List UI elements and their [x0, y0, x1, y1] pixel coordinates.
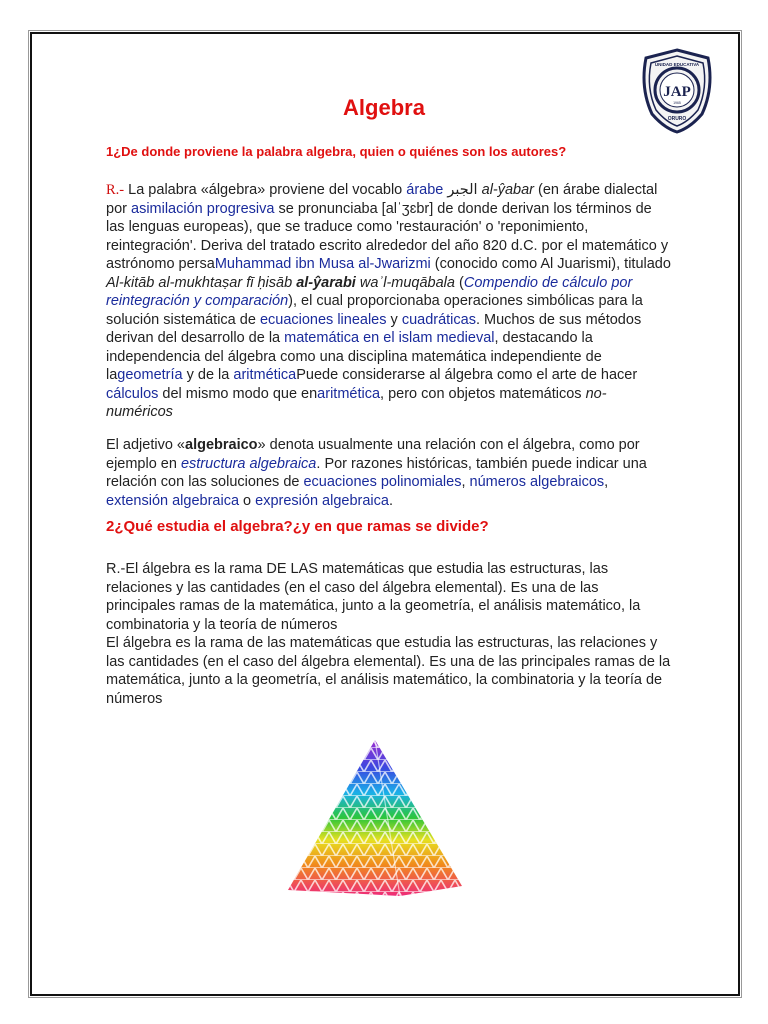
text: y de la	[182, 367, 234, 383]
text: ), el cual proporcionaba operaciones simbólicas para la solución sistemática de	[106, 293, 643, 328]
text: الجبر	[443, 182, 482, 198]
text: o	[239, 492, 256, 509]
text: .	[388, 492, 393, 509]
link-geometria[interactable]: geometría	[117, 367, 183, 383]
link-extension-algebraica[interactable]: extensión algebraica	[106, 492, 240, 509]
text: (	[454, 274, 464, 291]
logo-year: 1965	[673, 101, 681, 105]
link-aritmetica-2[interactable]: aritmética	[317, 385, 381, 402]
question-1: 1¿De donde proviene la palabra algebra, quien o quiénes son los autores?	[106, 144, 567, 159]
text: al-ŷarabi	[296, 274, 356, 291]
link-asimilacion[interactable]: asimilación progresiva	[131, 200, 275, 217]
logo-letters: JAP	[663, 84, 691, 100]
link-matematica-islam[interactable]: matemática en el islam medieval	[284, 330, 495, 346]
link-estructura-algebraica[interactable]: estructura algebraica	[180, 455, 317, 472]
page-title: Algebra	[343, 95, 425, 120]
text: waʾl-muqābala	[355, 274, 455, 291]
logo-bottom-text: ORURO	[667, 116, 687, 122]
text: del mismo modo que en	[158, 385, 318, 402]
text: (conocido como Al Juarismi), titulado	[430, 256, 671, 272]
answer-1-paragraph-2	[106, 436, 671, 510]
link-cuadraticas[interactable]: cuadráticas	[401, 311, 476, 328]
link-calculos[interactable]: cálculos	[106, 385, 159, 402]
text: Al-kitāb al-mukhtaṣar fī ḥisāb	[106, 274, 297, 291]
question-2: 2¿Qué estudia el algebra?¿y en que ramas se divide?	[106, 518, 489, 535]
answer-1-paragraph	[106, 181, 671, 422]
link-numeros-algebraicos[interactable]: números algebraicos	[469, 474, 605, 490]
rainbow-pyramid-image	[280, 736, 470, 898]
text: , destacando la independencia del álgebra como una disciplina matemática independiente de la	[106, 330, 602, 383]
text: no-numéricos	[106, 385, 607, 420]
text: Puede considerarse al álgebra como el arte de hacer	[296, 367, 638, 383]
text: . Muchos de sus métodos derivan del desarrollo de la	[106, 311, 642, 346]
text: » denota usualmente una relación con el álgebra, como por ejemplo en	[106, 437, 640, 472]
logo-top-text: UNIDAD EDUCATIVA	[654, 62, 700, 67]
text: algebraico	[185, 437, 258, 453]
text: y	[386, 311, 402, 328]
text: , pero con objetos matemáticos	[380, 385, 586, 402]
link-expresion-algebraica[interactable]: expresión algebraica	[255, 492, 389, 509]
answer-2-paragraph: R.-El álgebra es la rama DE LAS matemáticas que estudia las estructuras, las relaciones y las cantidades (en el caso del álgebra elemental). Es una de las principales ramas de la matemática, junto a la geometría, el análisis matemático, la combinatoria y la teoría de números	[106, 561, 641, 633]
text: ,	[604, 474, 609, 490]
school-logo	[640, 48, 714, 134]
link-compendio[interactable]: Compendio de cálculo por reintegración y comparación	[106, 274, 633, 309]
text: ,	[461, 474, 470, 490]
text: (en árabe dialectal por	[106, 182, 658, 217]
text: al-ŷabar	[481, 182, 535, 198]
link-aritmetica[interactable]: aritmética	[233, 367, 297, 383]
link-ecuaciones-lineales[interactable]: ecuaciones lineales	[259, 311, 387, 328]
answer-prefix: R.-	[106, 182, 125, 198]
link-arabe[interactable]: árabe	[406, 182, 444, 198]
link-al-jwarizmi[interactable]: Muhammad ibn Musa al-Jwarizmi	[214, 256, 431, 272]
text: La palabra «álgebra» proviene del vocablo	[124, 182, 407, 198]
text: El adjetivo «	[106, 437, 185, 453]
text: se pronunciaba [alˈʒɛbr] de donde derivan los términos de las lenguas europeas), que se traduce como 'restauración' o 'reponimiento, reintegración'. Deriva del tratado escrito alrededor del año 820 d.C. por el matemático y astrónomo persa	[106, 200, 669, 272]
text: . Por razones históricas, también puede indicar una relación con las soluciones de	[106, 455, 647, 490]
answer-2-paragraph-repeat: El álgebra es la rama de las matemáticas que estudia las estructuras, las relaciones y las cantidades (en el caso del álgebra elemental). Es una de las principales ramas de la matemática, junto a la geometría, el análisis matemático, la combinatoria y la teoría de números	[106, 635, 671, 707]
link-ecuaciones-polinomiales[interactable]: ecuaciones polinomiales	[303, 474, 462, 490]
